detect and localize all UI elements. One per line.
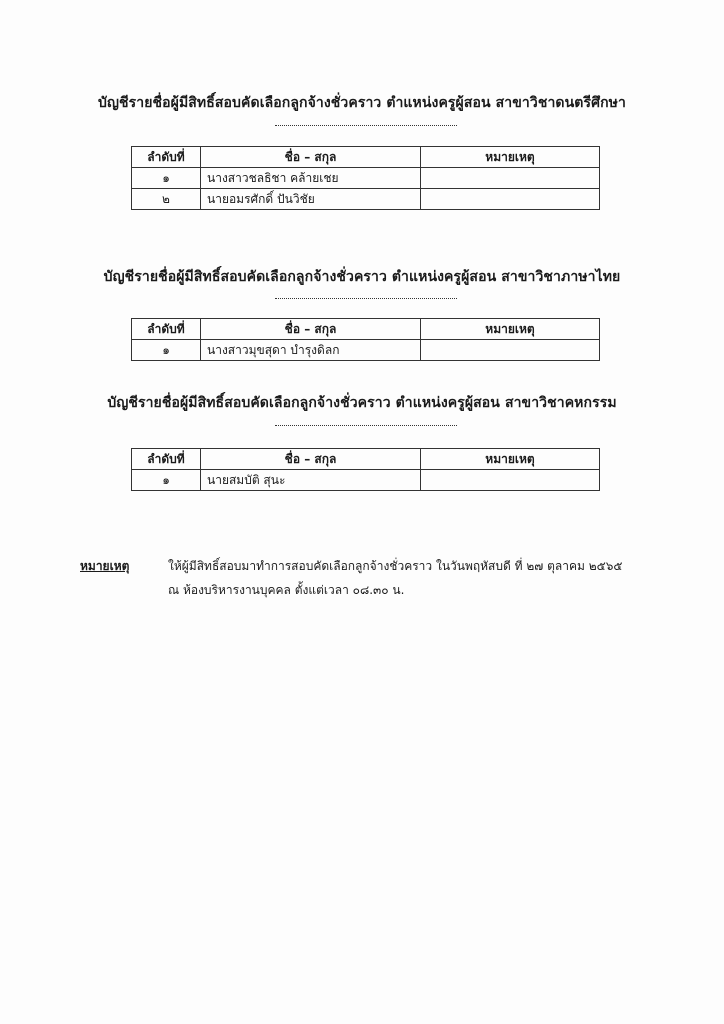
row-order: ๑ (132, 340, 201, 361)
table-header-row (132, 449, 600, 470)
table-row (132, 168, 600, 189)
row-remark (421, 340, 600, 361)
row-order: ๑ (132, 168, 201, 189)
note-line-1: ให้ผู้มีสิทธิ์สอบมาทำการสอบคัดเลือกลูกจ้างชั่วคราว ในวันพฤหัสบดี ที่ ๒๗ ตุลาคม ๒๕๖๕ (168, 559, 623, 573)
table-row (132, 470, 600, 491)
row-remark (421, 189, 600, 210)
row-remark (421, 470, 600, 491)
section-3-table (131, 448, 600, 491)
header-name: ชื่อ – สกุล (201, 147, 421, 168)
row-order: ๑ (132, 470, 201, 491)
row-name: นางสาวมุขสุดา บำรุงดิลก (201, 340, 421, 361)
section-2-title: บัญชีรายชื่อผู้มีสิทธิ์สอบคัดเลือกลูกจ้างชั่วคราว ตำแหน่งครูผู้สอน สาขาวิชาภาษาไทย (103, 269, 621, 285)
section-1-dotted-line (275, 125, 457, 126)
section-1-title: บัญชีรายชื่อผู้มีสิทธิ์สอบคัดเลือกลูกจ้างชั่วคราว ตำแหน่งครูผู้สอน สาขาวิชาดนตรีศึกษา (98, 95, 626, 111)
table-row (132, 189, 600, 210)
row-name: นายสมบัติ สุนะ (201, 470, 421, 491)
section-3-title: บัญชีรายชื่อผู้มีสิทธิ์สอบคัดเลือกลูกจ้างชั่วคราว ตำแหน่งครูผู้สอน สาขาวิชาคหกรรม (107, 395, 617, 411)
header-remark: หมายเหตุ (421, 319, 600, 340)
row-name: นายอมรศักดิ์ ปันวิชัย (201, 189, 421, 210)
header-name: ชื่อ – สกุล (201, 319, 421, 340)
note-label: หมายเหตุ (80, 559, 130, 573)
table-header-row (132, 147, 600, 168)
table-header-row (132, 319, 600, 340)
section-1-table (131, 146, 600, 210)
header-order: ลำดับที่ (132, 147, 201, 168)
table-row (132, 340, 600, 361)
row-order: ๒ (132, 189, 201, 210)
header-name: ชื่อ – สกุล (201, 449, 421, 470)
section-3-dotted-line (275, 425, 457, 426)
section-2-dotted-line (275, 298, 457, 299)
section-2-table (131, 318, 600, 361)
header-remark: หมายเหตุ (421, 147, 600, 168)
header-order: ลำดับที่ (132, 449, 201, 470)
header-order: ลำดับที่ (132, 319, 201, 340)
note-line-2: ณ ห้องบริหารงานบุคคล ตั้งแต่เวลา ๐๘.๓๐ น. (168, 583, 405, 597)
row-name: นางสาวชลธิชา คล้ายเชย (201, 168, 421, 189)
row-remark (421, 168, 600, 189)
header-remark: หมายเหตุ (421, 449, 600, 470)
